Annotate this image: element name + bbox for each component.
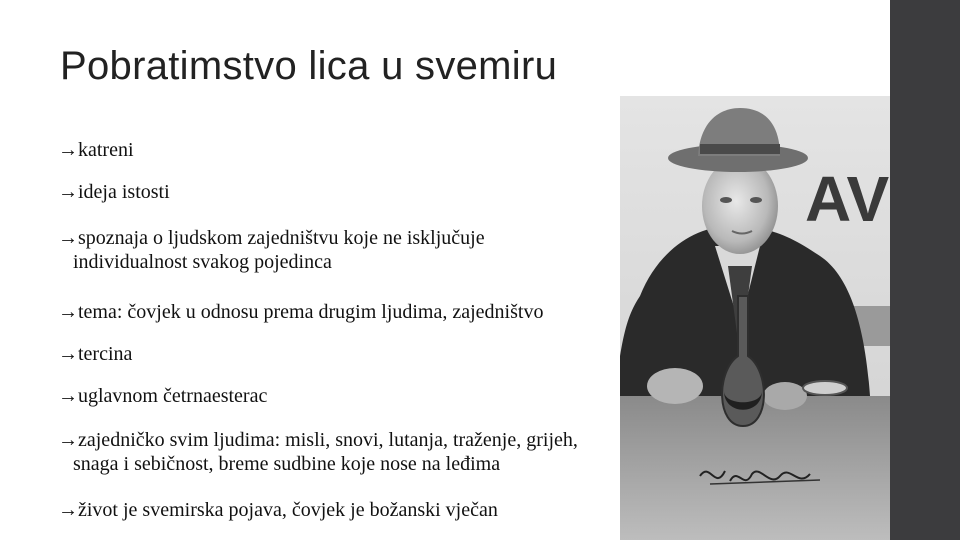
bullet-text-continued: individualnost svakog pojedinca <box>73 251 332 273</box>
svg-text:AV: AV <box>805 163 890 235</box>
bullet-item <box>58 226 698 274</box>
arrow-icon: → <box>58 181 78 203</box>
bullet-text: ideja istosti <box>78 181 170 203</box>
arrow-icon: → <box>58 499 78 521</box>
bullet-item <box>58 498 698 522</box>
bullet-text-continued: snaga i sebičnost, breme sudbine koje nose na leđima <box>73 453 501 475</box>
arrow-icon: → <box>58 301 78 323</box>
arrow-icon: → <box>58 139 78 161</box>
bullet-item <box>58 138 698 162</box>
sidebar-bar <box>890 0 960 540</box>
bullet-item <box>58 428 698 476</box>
bullet-text: katreni <box>78 139 134 161</box>
arrow-icon: → <box>58 227 78 249</box>
bullet-text: uglavnom četrnaesterac <box>78 385 268 407</box>
arrow-icon: → <box>58 385 78 407</box>
bullet-item <box>58 300 698 324</box>
bullet-item <box>58 180 698 204</box>
bullet-item <box>58 342 698 366</box>
slide-title: Pobratimstvo lica u svemiru <box>60 44 558 88</box>
bullet-text: život je svemirska pojava, čovjek je božanski vječan <box>78 499 498 521</box>
bullet-item <box>58 384 698 408</box>
bullet-text: tema: čovjek u odnosu prema drugim ljudima, zajedništvo <box>78 301 544 323</box>
bullet-text: zajedničko svim ljudima: misli, snovi, lutanja, traženje, grijeh, <box>78 429 578 451</box>
arrow-icon: → <box>58 343 78 365</box>
bullet-text: tercina <box>78 343 133 365</box>
bullet-text: spoznaja o ljudskom zajedništvu koje ne isključuje <box>78 227 485 249</box>
arrow-icon: → <box>58 429 78 451</box>
